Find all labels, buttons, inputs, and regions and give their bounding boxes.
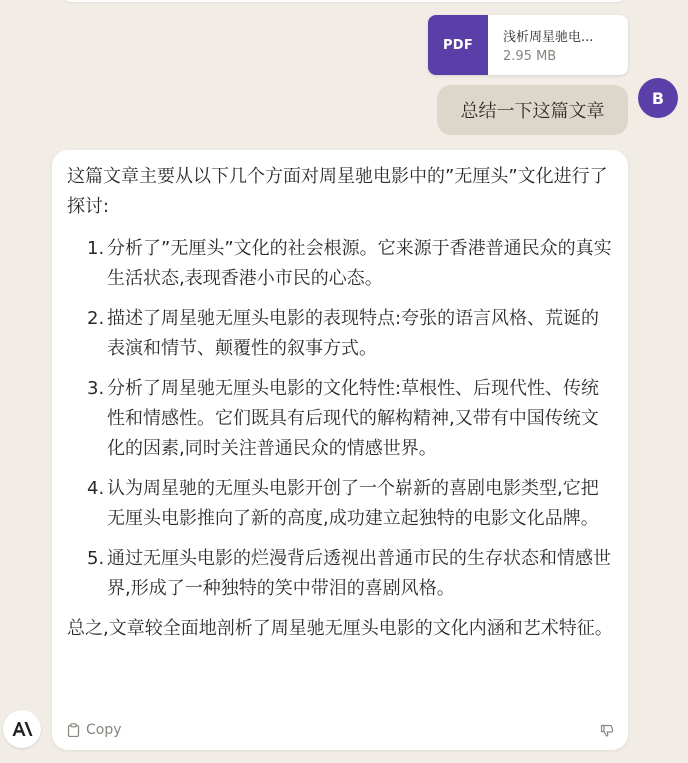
thumbs-down-icon[interactable] — [599, 722, 615, 738]
assistant-response-card — [52, 150, 628, 750]
clipboard-icon — [67, 723, 80, 737]
list-item-text: 描述了周星驰无厘头电影的表现特点:夸张的语言风格、荒诞的表演和情节、颠覆性的叙事方式。 — [107, 308, 600, 359]
list-item-number: 1. — [87, 238, 105, 259]
list-item — [67, 544, 615, 604]
previous-message-card-edge — [60, 0, 628, 2]
list-item — [67, 374, 615, 464]
list-item-number: 2. — [87, 308, 105, 329]
list-item-number: 5. — [87, 548, 105, 569]
response-summary: 总之,文章较全面地剖析了周星驰无厘头电影的文化内涵和艺术特征。 — [67, 618, 613, 639]
list-item-text: 通过无厘头电影的烂漫背后透视出普通市民的生存状态和情感世界,形成了一种独特的笑中带泪的喜剧风格。 — [107, 548, 611, 599]
user-message-text: 总结一下这篇文章 — [460, 101, 605, 122]
pdf-attachment[interactable] — [428, 15, 628, 75]
copy-button[interactable] — [67, 722, 122, 738]
attachment-file-size: 2.95 MB — [503, 49, 557, 64]
response-actions — [67, 719, 615, 741]
copy-button-label: Copy — [86, 722, 122, 738]
list-item-number: 4. — [87, 478, 105, 499]
list-item-text: 分析了周星驰无厘头电影的文化特性:草根性、后现代性、传统性和情感性。它们既具有后现代的解构精神,又带有中国传统文化的因素,同时关注普通民众的情感世界。 — [107, 378, 600, 459]
response-point-list — [67, 234, 615, 604]
response-intro: 这篇文章主要从以下几个方面对周星驰电影中的”无厘头”文化进行了探讨: — [67, 166, 608, 217]
attachment-file-name: 浅析周星驰电... — [503, 30, 594, 45]
pdf-file-type-badge: PDF — [428, 15, 488, 75]
user-avatar: B — [638, 78, 678, 118]
list-item — [67, 304, 615, 364]
list-item — [67, 234, 615, 294]
assistant-response-content — [67, 162, 615, 644]
anthropic-logo-icon — [3, 710, 41, 748]
list-item-text: 认为周星驰的无厘头电影开创了一个崭新的喜剧电影类型,它把无厘头电影推向了新的高度,成功建立起独特的电影文化品牌。 — [107, 478, 599, 529]
attachment-meta — [488, 15, 628, 75]
user-message-bubble — [437, 85, 628, 135]
list-item-number: 3. — [87, 378, 105, 399]
list-item-text: 分析了”无厘头”文化的社会根源。它来源于香港普通民众的真实生活状态,表现香港小市民的心态。 — [107, 238, 612, 289]
list-item — [67, 474, 615, 534]
